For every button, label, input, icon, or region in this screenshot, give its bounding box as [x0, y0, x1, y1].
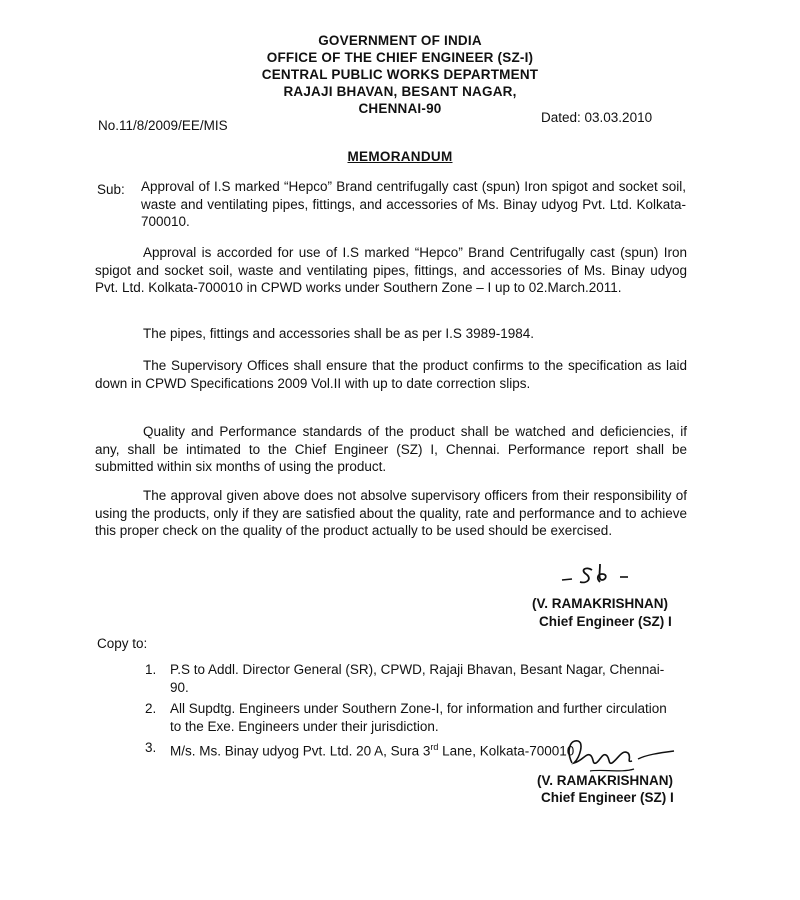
header-line-1: GOVERNMENT OF INDIA [318, 33, 482, 48]
address-text-end: Lane, Kolkata-700010 [438, 743, 575, 759]
list-item [145, 700, 675, 735]
header-line-2: OFFICE OF THE CHIEF ENGINEER (SZ-I) [266, 50, 534, 65]
paragraph-responsibility [95, 487, 687, 540]
header-line-5: CHENNAI-90 [358, 101, 442, 116]
document-title: MEMORANDUM [347, 149, 453, 164]
reference-number: No.11/8/2009/EE/MIS [98, 118, 228, 133]
subject-text: Approval of I.S marked “Hepco” Brand centrifugally cast (spun) Iron spigot and socket soil, waste and ventilating pipes, fittings, and accessories of Ms. Binay udyog Pvt. Ltd. Kolkata-700010. [141, 179, 686, 229]
date-line: Dated: 03.03.2010 [541, 110, 653, 125]
office-header [200, 32, 600, 117]
header-line-3: CENTRAL PUBLIC WORKS DEPARTMENT [261, 67, 539, 82]
copy-to-label: Copy to: [97, 636, 148, 651]
list-text: All Supdtg. Engineers under Southern Zone-I, for information and further circulation to the Exe. Engineers under their jurisdiction. [170, 701, 667, 734]
paragraph-quality [95, 423, 687, 476]
ordinal-suffix: rd [430, 742, 439, 752]
paragraph-text: Approval is accorded for use of I.S marked “Hepco” Brand Centrifugally cast (spun) Iron spigot and socket soil, waste and ventilating pipes, fittings, and accessories of Ms. Binay udyog Pvt. Ltd. Kolkata-700010 in CPWD works under Southern Zone – I up to 02.March.2011. [95, 245, 687, 295]
paragraph-standard [95, 325, 687, 343]
signatory-name-copy: (V. RAMAKRISHNAN) [537, 773, 674, 788]
list-text: P.S to Addl. Director General (SR), CPWD, Rajaji Bhavan, Besant Nagar, Chennai-90. [170, 662, 665, 695]
header-line-4: RAJAJI BHAVAN, BESANT NAGAR, [283, 84, 517, 99]
paragraph-text: The pipes, fittings and accessories shall be as per I.S 3989-1984. [143, 326, 534, 341]
sd-signature-mark [556, 560, 646, 590]
signatory-designation: Chief Engineer (SZ) I [539, 614, 672, 629]
signatory-designation-copy: Chief Engineer (SZ) I [541, 790, 674, 805]
signatory-name: (V. RAMAKRISHNAN) [532, 596, 669, 611]
subject-label: Sub: [97, 182, 125, 197]
paragraph-text: The approval given above does not absolve supervisory officers from their responsibility of using the products, only if they are satisfied about the quality, rate and performance and to achieve this proper check on the quality of the product actually to be used should be exercised. [95, 488, 687, 538]
paragraph-approval [95, 244, 687, 297]
list-number: 2. [145, 701, 157, 716]
paragraph-supervisory [95, 357, 687, 392]
list-number: 3. [145, 740, 157, 755]
paragraph-text: The Supervisory Offices shall ensure that the product confirms to the specification as laid down in CPWD Specifications 2009 Vol.II with up to date correction slips. [95, 358, 687, 391]
list-item [145, 661, 675, 696]
address-text: M/s. Ms. Binay udyog Pvt. Ltd. 20 A, Sura 3 [170, 743, 431, 759]
paragraph-text: Quality and Performance standards of the product shall be watched and deficiencies, if any, shall be intimated to the Chief Engineer (SZ) I, Chennai. Performance report shall be submitted within six months of using the product. [95, 424, 687, 474]
list-number: 1. [145, 662, 157, 677]
